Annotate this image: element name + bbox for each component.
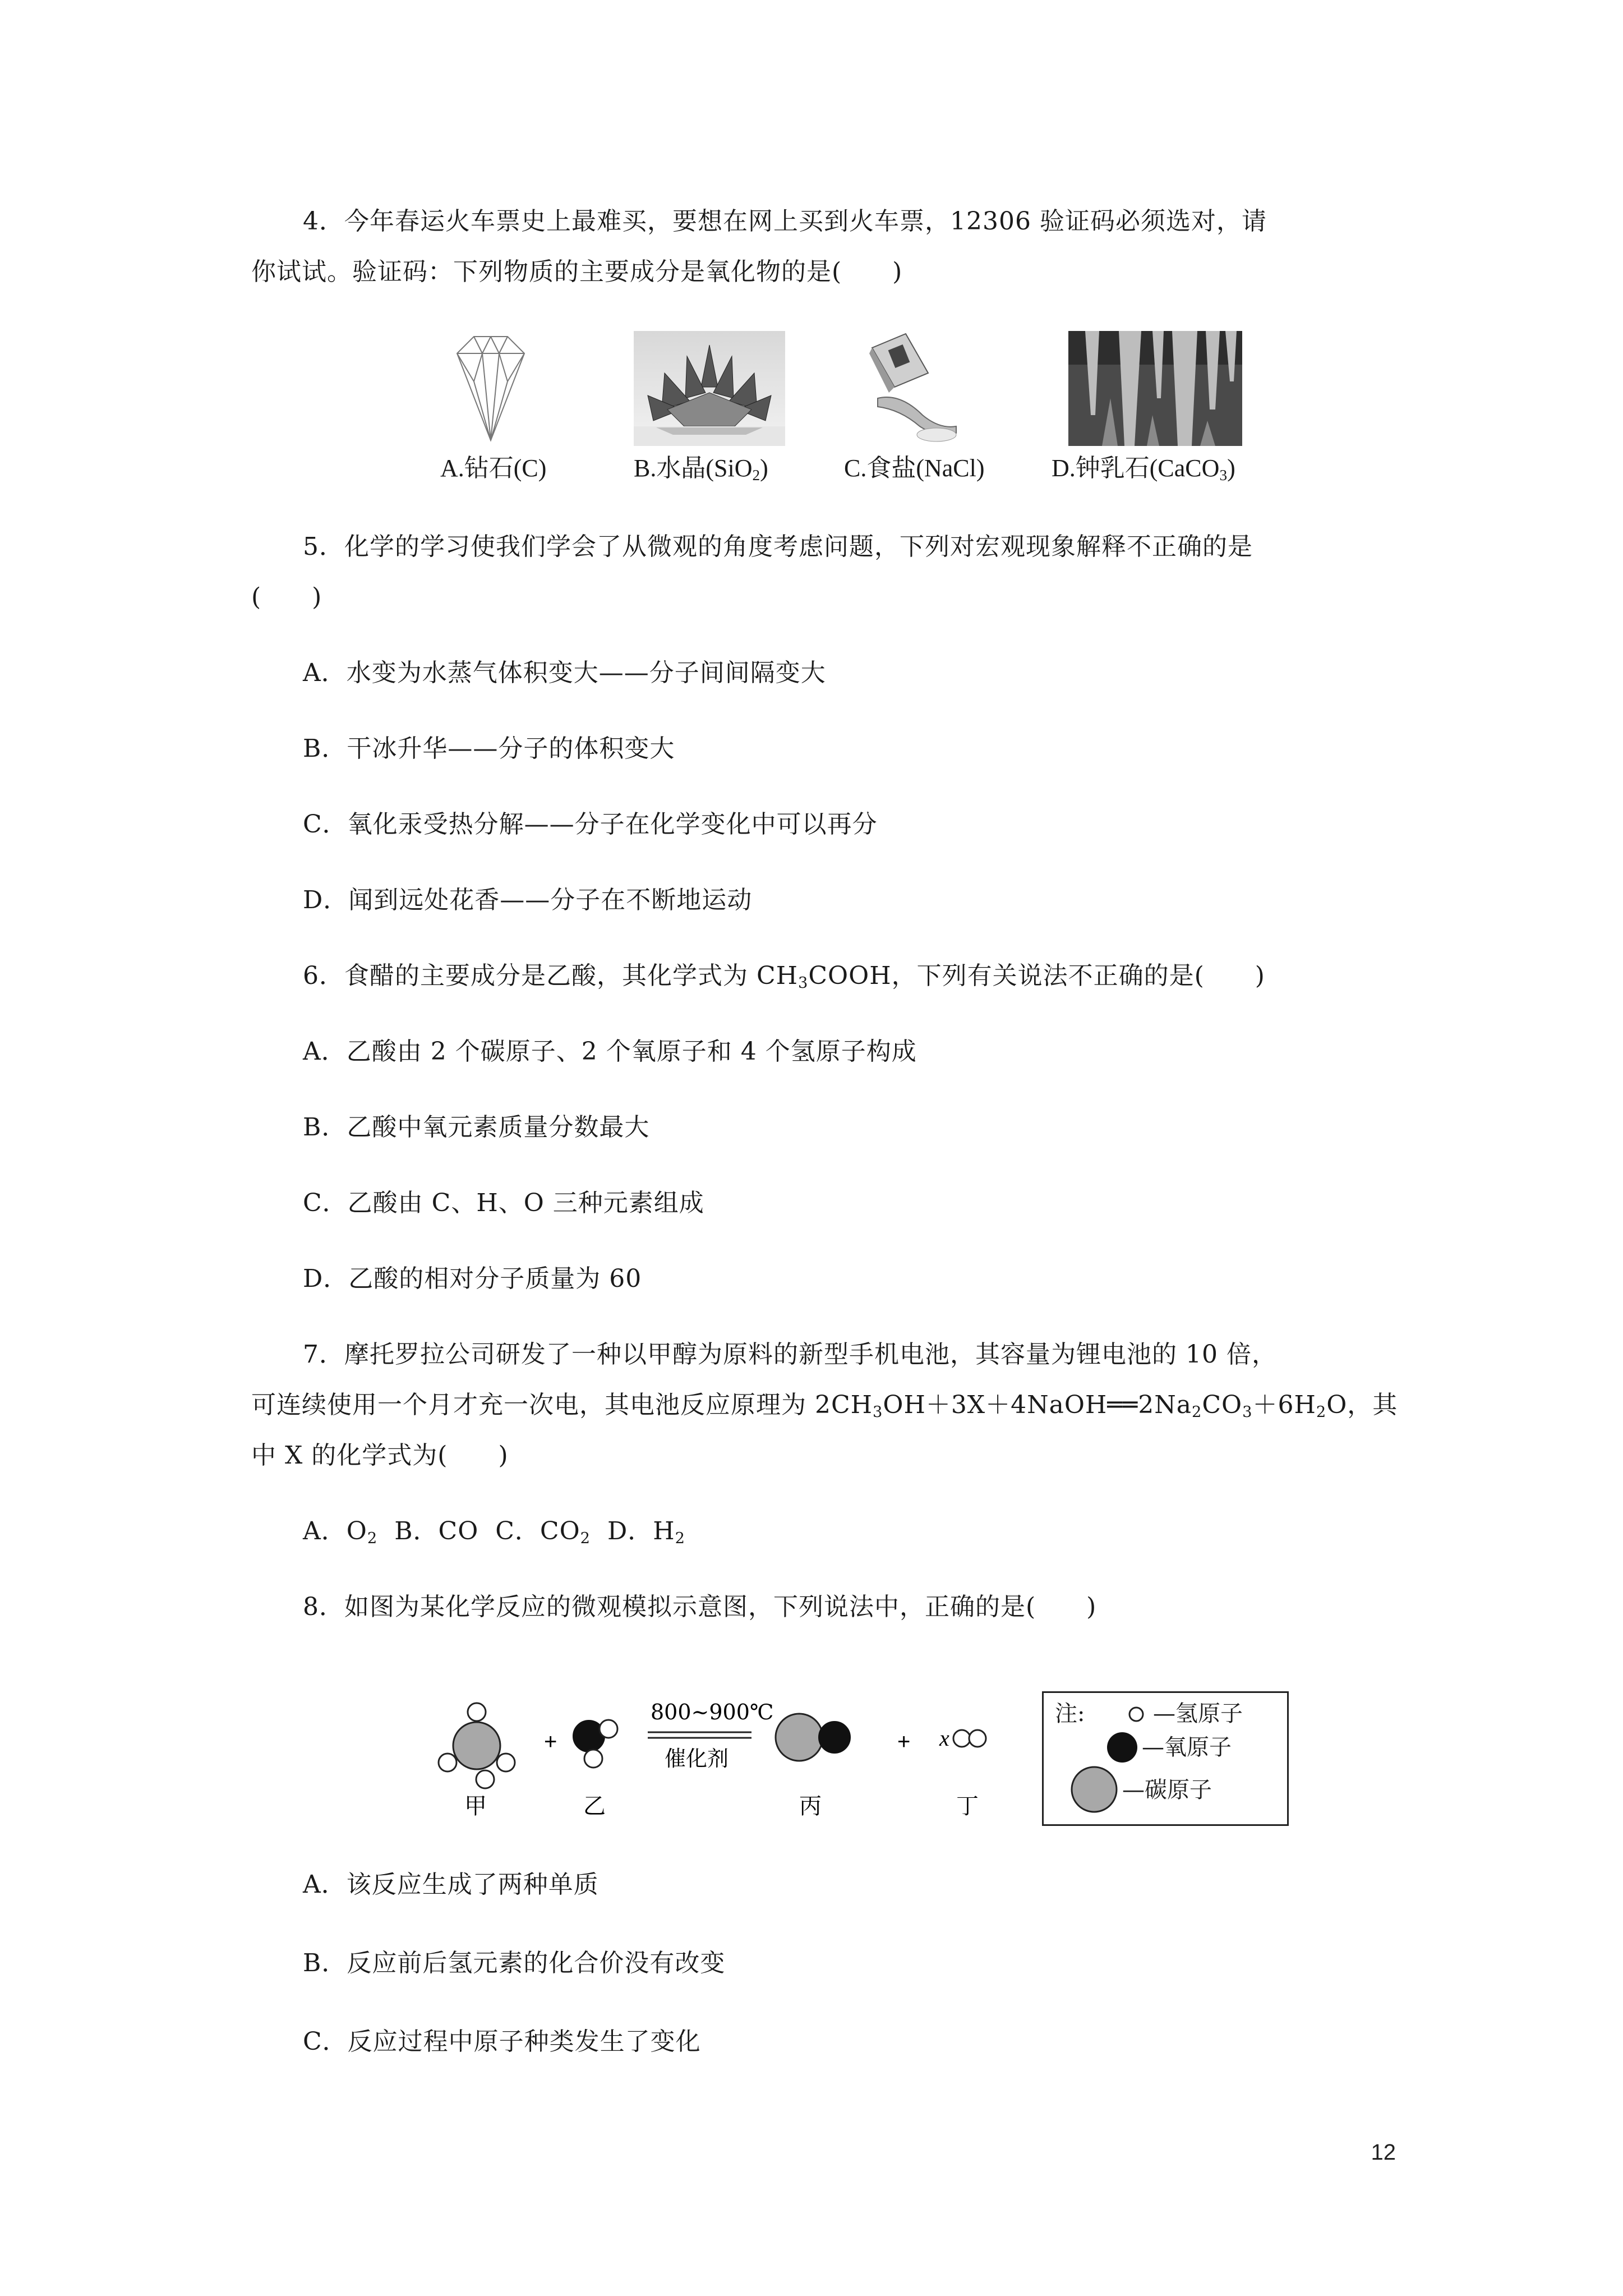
q8-line-1: 8．如图为某化学反应的微观模拟示意图，下列说法中，正确的是( ) xyxy=(303,1593,1097,1621)
q7-line-1: 7．摩托罗拉公司研发了一种以甲醇为原料的新型手机电池，其容量为锂电池的 10 倍， xyxy=(303,1340,1277,1369)
q6-option-c: C．乙酸由 C、H、O 三种元素组成 xyxy=(303,1189,704,1217)
label-ding: 丁 xyxy=(956,1793,979,1819)
legend-oxygen: —氧原子 xyxy=(1142,1734,1232,1760)
molecule-jia xyxy=(439,1703,515,1788)
q4-option-b: B.水晶(SiO$_2$) xyxy=(634,454,768,484)
q8-option-a: A．该反应生成了两种单质 xyxy=(303,1870,599,1899)
q4-option-d: D.钟乳石(CaCO$_3$) xyxy=(1052,454,1235,484)
q7-options: A．$O_2$ B．CO C．$CO_2$ D．$H_2$ xyxy=(303,1517,686,1547)
salt-bag-photo xyxy=(866,331,959,446)
molecule-yi xyxy=(573,1720,617,1768)
plus-sign-2: + xyxy=(897,1729,911,1754)
q5-line-1: 5．化学的学习使我们学会了从微观的角度考虑问题，下列对宏观现象解释不正确的是 xyxy=(303,532,1253,561)
q6-option-d: D．乙酸的相对分子质量为 60 xyxy=(303,1264,642,1293)
q8-option-c: C．反应过程中原子种类发生了变化 xyxy=(303,2027,701,2056)
q7-line-2: 可连续使用一个月才充一次电，其电池反应原理为 $2CH_3OH+3X+4NaOH══2Na_2CO_3+6H_2O$，其 xyxy=(251,1391,1398,1421)
q7-line-3: 中 X 的化学式为( ) xyxy=(251,1441,509,1470)
q5-option-b: B．干冰升华——分子的体积变大 xyxy=(303,734,675,763)
q4-line-2: 你试试。验证码：下列物质的主要成分是氧化物的是( ) xyxy=(251,257,903,286)
q6-line-1: 6．食醋的主要成分是乙酸，其化学式为 $CH_3COOH$，下列有关说法不正确的是( ) xyxy=(303,961,1265,992)
q5-option-d: D．闻到远处花香——分子在不断地运动 xyxy=(303,886,753,914)
q4-line-1: 4．今年春运火车票史上最难买，要想在网上买到火车票，12306 验证码必须选对，请 xyxy=(303,207,1267,236)
crystal-photo xyxy=(634,331,785,446)
stalactite-photo xyxy=(1068,331,1242,446)
page-number: 12 xyxy=(1371,2140,1396,2165)
reaction-catalyst: 催化剂 xyxy=(665,1746,729,1771)
legend-oxygen-swatch xyxy=(1107,1732,1137,1763)
legend-carbon-swatch xyxy=(1072,1767,1117,1812)
legend-carbon: —碳原子 xyxy=(1122,1777,1212,1803)
q6-option-b: B．乙酸中氧元素质量分数最大 xyxy=(303,1113,650,1142)
label-bing: 丙 xyxy=(799,1793,822,1819)
diamond-illustration xyxy=(440,331,541,446)
q6-option-a: A．乙酸由 2 个碳原子、2 个氧原子和 4 个氢原子构成 xyxy=(303,1037,917,1066)
q5-option-c: C．氧化汞受热分解——分子在化学变化中可以再分 xyxy=(303,810,878,839)
label-yi: 乙 xyxy=(583,1793,606,1819)
label-jia: 甲 xyxy=(464,1793,487,1819)
plus-sign-1: + xyxy=(544,1729,557,1754)
molecule-bing xyxy=(776,1714,850,1761)
q4-option-a: A.钻石(C) xyxy=(440,454,547,482)
diagram-legend xyxy=(1042,1691,1289,1826)
reaction-temperature: 800~900℃ xyxy=(651,1700,774,1724)
reaction-diagram xyxy=(426,1683,1032,1829)
legend-hydrogen-swatch xyxy=(1129,1708,1143,1721)
coefficient-x: x xyxy=(939,1726,949,1751)
q5-line-2: ( ) xyxy=(251,583,322,611)
legend-title: 注: xyxy=(1055,1701,1085,1727)
q8-option-b: B．反应前后氢元素的化合价没有改变 xyxy=(303,1949,726,1977)
molecule-ding xyxy=(953,1730,986,1747)
q4-option-c: C.食盐(NaCl) xyxy=(844,454,985,482)
legend-hydrogen: —氢原子 xyxy=(1153,1701,1243,1727)
q5-option-a: A．水变为水蒸气体积变大——分子间间隔变大 xyxy=(303,659,826,687)
